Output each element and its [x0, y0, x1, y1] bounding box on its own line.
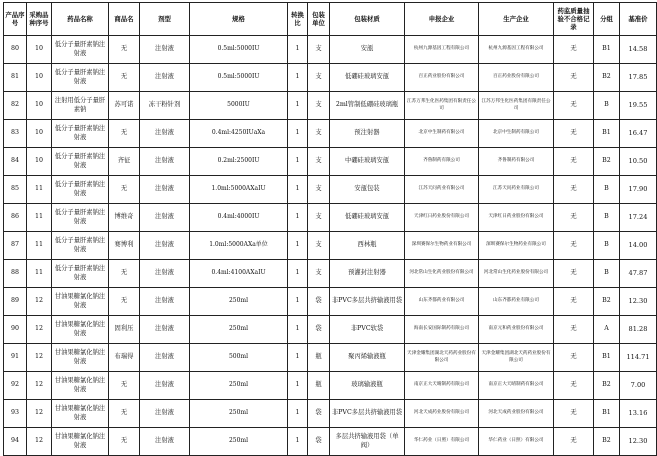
cell-package-material: 非PVC软袋 [330, 316, 405, 344]
cell-base-price: 16.47 [620, 120, 657, 148]
cell-product-no: 80 [4, 36, 27, 64]
cell-group: B1 [594, 400, 620, 428]
table-header-row [4, 3, 657, 36]
header-base-price: 基准价 [620, 3, 657, 36]
cell-conversion-ratio: 1 [288, 372, 308, 400]
cell-procurement-no: 12 [27, 344, 52, 372]
cell-package-material: 中硼硅玻璃安瓿 [330, 148, 405, 176]
cell-trade-name: 无 [109, 176, 140, 204]
cell-base-price: 12.30 [620, 428, 657, 456]
cell-dosage-form: 注射液 [140, 400, 190, 428]
cell-procurement-no: 10 [27, 92, 52, 120]
cell-dosage-form: 注射液 [140, 148, 190, 176]
cell-group: B1 [594, 120, 620, 148]
cell-product-no: 89 [4, 288, 27, 316]
cell-specification: 250ml [190, 316, 288, 344]
cell-trade-name: 无 [109, 372, 140, 400]
cell-procurement-no: 12 [27, 288, 52, 316]
header-applicant: 申报企业 [405, 3, 479, 36]
cell-base-price: 47.87 [620, 260, 657, 288]
cell-drug-name: 甘油果糖氯化钠注射液 [52, 400, 109, 428]
cell-base-price: 114.71 [620, 344, 657, 372]
cell-package-material: 安瓿 [330, 36, 405, 64]
cell-quality-record: 无 [554, 400, 594, 428]
cell-base-price: 10.50 [620, 148, 657, 176]
cell-product-no: 83 [4, 120, 27, 148]
cell-manufacturer: 南京元和药业股份有限公司 [479, 316, 554, 344]
cell-package-material: 非PVC多层共挤输液用袋 [330, 400, 405, 428]
cell-base-price: 7.00 [620, 372, 657, 400]
cell-package-unit: 支 [308, 64, 330, 92]
cell-group: B2 [594, 372, 620, 400]
cell-dosage-form: 注射液 [140, 232, 190, 260]
cell-quality-record: 无 [554, 36, 594, 64]
cell-manufacturer: 百正药业股份有限公司 [479, 64, 554, 92]
cell-package-unit: 支 [308, 176, 330, 204]
cell-conversion-ratio: 1 [288, 64, 308, 92]
cell-package-unit: 瓶 [308, 344, 330, 372]
cell-group: B2 [594, 288, 620, 316]
cell-applicant: 百正药业股份有限公司 [405, 64, 479, 92]
cell-applicant: 华仁药业（日照）有限公司 [405, 428, 479, 456]
cell-dosage-form: 注射液 [140, 344, 190, 372]
cell-applicant: 天津红日药业股份有限公司 [405, 204, 479, 232]
cell-quality-record: 无 [554, 428, 594, 456]
cell-package-unit: 支 [308, 232, 330, 260]
cell-conversion-ratio: 1 [288, 204, 308, 232]
cell-trade-name: 无 [109, 64, 140, 92]
cell-trade-name: 无 [109, 260, 140, 288]
cell-specification: 0.5ml:5000IU [190, 36, 288, 64]
cell-package-material: 低硼硅玻璃安瓿 [330, 64, 405, 92]
header-product-no: 产品序号 [4, 3, 27, 36]
cell-conversion-ratio: 1 [288, 148, 308, 176]
cell-procurement-no: 12 [27, 400, 52, 428]
cell-package-unit: 袋 [308, 316, 330, 344]
cell-conversion-ratio: 1 [288, 120, 308, 148]
header-quality-record: 药监质量抽验不合格记录 [554, 3, 594, 36]
price-list-document [3, 2, 657, 456]
table-row [4, 64, 657, 92]
cell-manufacturer: 山东齐都药业有限公司 [479, 288, 554, 316]
cell-base-price: 81.28 [620, 316, 657, 344]
cell-applicant: 齐鲁制药有限公司 [405, 148, 479, 176]
cell-procurement-no: 10 [27, 36, 52, 64]
cell-specification: 0.4ml:4100AXaIU [190, 260, 288, 288]
cell-package-material: 预灌封注射器 [330, 260, 405, 288]
cell-quality-record: 无 [554, 204, 594, 232]
cell-group: B [594, 176, 620, 204]
cell-trade-name: 无 [109, 120, 140, 148]
cell-trade-name: 齐征 [109, 148, 140, 176]
cell-quality-record: 无 [554, 288, 594, 316]
cell-conversion-ratio: 1 [288, 260, 308, 288]
cell-drug-name: 低分子量肝素钠注射液 [52, 232, 109, 260]
table-row [4, 316, 657, 344]
cell-base-price: 17.24 [620, 204, 657, 232]
cell-applicant: 南京正大天晴制药有限公司 [405, 372, 479, 400]
cell-group: B [594, 232, 620, 260]
cell-applicant: 河北常山生化药业股份有限公司 [405, 260, 479, 288]
cell-procurement-no: 10 [27, 148, 52, 176]
cell-manufacturer: 杭州九源基因工程有限公司 [479, 36, 554, 64]
cell-dosage-form: 注射液 [140, 288, 190, 316]
cell-package-unit: 支 [308, 120, 330, 148]
cell-package-unit: 支 [308, 204, 330, 232]
cell-specification: 0.2ml:2500IU [190, 148, 288, 176]
cell-dosage-form: 注射液 [140, 204, 190, 232]
table-row [4, 400, 657, 428]
cell-quality-record: 无 [554, 92, 594, 120]
cell-dosage-form: 注射液 [140, 36, 190, 64]
cell-quality-record: 无 [554, 344, 594, 372]
cell-product-no: 81 [4, 64, 27, 92]
cell-drug-name: 甘油果糖氯化钠注射液 [52, 344, 109, 372]
cell-trade-name: 无 [109, 400, 140, 428]
cell-group: B [594, 92, 620, 120]
cell-package-material: 安瓿包装 [330, 176, 405, 204]
table-body [4, 36, 657, 456]
cell-drug-name: 低分子量肝素钠注射液 [52, 176, 109, 204]
cell-specification: 250ml [190, 288, 288, 316]
cell-base-price: 17.85 [620, 64, 657, 92]
cell-applicant: 深圳赛保尔生物药业有限公司 [405, 232, 479, 260]
table-row [4, 288, 657, 316]
header-procurement-no: 采购品种序号 [27, 3, 52, 36]
cell-group: A [594, 316, 620, 344]
cell-procurement-no: 12 [27, 372, 52, 400]
cell-manufacturer: 江苏万邦生化医药集团有限责任公司 [479, 92, 554, 120]
cell-product-no: 94 [4, 428, 27, 456]
cell-specification: 250ml [190, 428, 288, 456]
cell-product-no: 93 [4, 400, 27, 428]
cell-base-price: 14.00 [620, 232, 657, 260]
cell-trade-name: 无 [109, 288, 140, 316]
cell-drug-name: 甘油果糖氯化钠注射液 [52, 288, 109, 316]
cell-quality-record: 无 [554, 372, 594, 400]
cell-conversion-ratio: 1 [288, 92, 308, 120]
cell-trade-name: 无 [109, 428, 140, 456]
cell-applicant: 山东齐都药业有限公司 [405, 288, 479, 316]
cell-product-no: 92 [4, 372, 27, 400]
cell-manufacturer: 北京中生制药有限公司 [479, 120, 554, 148]
cell-conversion-ratio: 1 [288, 316, 308, 344]
cell-applicant: 海南长安国际制药有限公司 [405, 316, 479, 344]
cell-procurement-no: 11 [27, 176, 52, 204]
header-trade-name: 商品名 [109, 3, 140, 36]
cell-specification: 0.4ml:4000IU [190, 204, 288, 232]
cell-conversion-ratio: 1 [288, 428, 308, 456]
cell-package-unit: 袋 [308, 428, 330, 456]
cell-package-unit: 瓶 [308, 372, 330, 400]
cell-package-material: 西林瓶 [330, 232, 405, 260]
header-conversion-ratio: 转换比 [288, 3, 308, 36]
cell-group: B2 [594, 148, 620, 176]
cell-dosage-form: 注射液 [140, 120, 190, 148]
cell-trade-name: 博维奇 [109, 204, 140, 232]
cell-product-no: 91 [4, 344, 27, 372]
cell-group: B1 [594, 36, 620, 64]
cell-dosage-form: 注射液 [140, 64, 190, 92]
cell-dosage-form: 冻干粉针剂 [140, 92, 190, 120]
cell-specification: 250ml [190, 400, 288, 428]
cell-trade-name: 苏可诺 [109, 92, 140, 120]
cell-applicant: 江苏天问药业有限公司 [405, 176, 479, 204]
cell-package-material: 玻璃输液瓶 [330, 372, 405, 400]
cell-applicant: 北京中生制药有限公司 [405, 120, 479, 148]
table-row [4, 148, 657, 176]
cell-trade-name: 固利压 [109, 316, 140, 344]
cell-package-material: 聚丙烯输液瓶 [330, 344, 405, 372]
cell-procurement-no: 10 [27, 120, 52, 148]
cell-conversion-ratio: 1 [288, 36, 308, 64]
table-row [4, 232, 657, 260]
cell-manufacturer: 齐鲁制药有限公司 [479, 148, 554, 176]
cell-product-no: 85 [4, 176, 27, 204]
cell-base-price: 13.16 [620, 400, 657, 428]
cell-drug-name: 注射用低分子量肝素钠 [52, 92, 109, 120]
table-row [4, 36, 657, 64]
cell-trade-name: 布瑞得 [109, 344, 140, 372]
table-row [4, 372, 657, 400]
cell-conversion-ratio: 1 [288, 232, 308, 260]
header-package-material: 包装材质 [330, 3, 405, 36]
cell-package-material: 2ml管制低硼硅玻璃瓶 [330, 92, 405, 120]
cell-package-unit: 支 [308, 260, 330, 288]
cell-trade-name: 无 [109, 36, 140, 64]
cell-package-unit: 支 [308, 148, 330, 176]
cell-quality-record: 无 [554, 176, 594, 204]
cell-manufacturer: 华仁药业（日照）有限公司 [479, 428, 554, 456]
cell-procurement-no: 10 [27, 64, 52, 92]
cell-product-no: 87 [4, 232, 27, 260]
cell-applicant: 河北天成药业股份有限公司 [405, 400, 479, 428]
cell-drug-name: 甘油果糖氯化钠注射液 [52, 428, 109, 456]
cell-procurement-no: 11 [27, 204, 52, 232]
cell-package-material: 预注射器 [330, 120, 405, 148]
cell-dosage-form: 注射液 [140, 260, 190, 288]
cell-specification: 250ml [190, 372, 288, 400]
cell-drug-name: 低分子量肝素钠注射液 [52, 64, 109, 92]
cell-specification: 0.4ml:4250IUaXa [190, 120, 288, 148]
table-row [4, 120, 657, 148]
cell-manufacturer: 天津红日药业股份有限公司 [479, 204, 554, 232]
header-group: 分组 [594, 3, 620, 36]
cell-procurement-no: 11 [27, 260, 52, 288]
table-row [4, 344, 657, 372]
cell-drug-name: 甘油果糖氯化钠注射液 [52, 316, 109, 344]
cell-drug-name: 甘油果糖氯化钠注射液 [52, 372, 109, 400]
cell-manufacturer: 南京正大天晴制药有限公司 [479, 372, 554, 400]
cell-quality-record: 无 [554, 260, 594, 288]
cell-base-price: 12.30 [620, 288, 657, 316]
drug-price-table [3, 2, 657, 456]
table-row [4, 92, 657, 120]
header-drug-name: 药品名称 [52, 3, 109, 36]
cell-product-no: 82 [4, 92, 27, 120]
cell-procurement-no: 12 [27, 316, 52, 344]
table-row [4, 428, 657, 456]
header-manufacturer: 生产企业 [479, 3, 554, 36]
cell-drug-name: 低分子量肝素钠注射液 [52, 204, 109, 232]
cell-procurement-no: 11 [27, 232, 52, 260]
cell-drug-name: 低分子量肝素钠注射液 [52, 260, 109, 288]
cell-manufacturer: 江苏天问药业有限公司 [479, 176, 554, 204]
cell-applicant: 杭州九源基因工程有限公司 [405, 36, 479, 64]
cell-dosage-form: 注射液 [140, 316, 190, 344]
cell-package-material: 多层共挤输液用袋（单阀） [330, 428, 405, 456]
cell-product-no: 84 [4, 148, 27, 176]
table-row [4, 204, 657, 232]
cell-manufacturer: 河北常山生化药业股份有限公司 [479, 260, 554, 288]
cell-conversion-ratio: 1 [288, 400, 308, 428]
cell-package-unit: 支 [308, 36, 330, 64]
cell-applicant: 天津金耀集团湖北天药药业股份有限公司 [405, 344, 479, 372]
cell-conversion-ratio: 1 [288, 288, 308, 316]
cell-manufacturer: 深圳赛保尔生物药业有限公司 [479, 232, 554, 260]
cell-specification: 500ml [190, 344, 288, 372]
cell-drug-name: 低分子量肝素钠注射液 [52, 120, 109, 148]
cell-quality-record: 无 [554, 316, 594, 344]
table-row [4, 176, 657, 204]
cell-dosage-form: 注射液 [140, 372, 190, 400]
cell-base-price: 14.58 [620, 36, 657, 64]
cell-dosage-form: 注射液 [140, 428, 190, 456]
cell-base-price: 19.55 [620, 92, 657, 120]
header-dosage-form: 剂型 [140, 3, 190, 36]
cell-specification: 1.0ml:5000AXa单位 [190, 232, 288, 260]
cell-base-price: 17.90 [620, 176, 657, 204]
cell-specification: 0.5ml:5000IU [190, 64, 288, 92]
cell-conversion-ratio: 1 [288, 344, 308, 372]
cell-product-no: 88 [4, 260, 27, 288]
header-specification: 规格 [190, 3, 288, 36]
cell-package-unit: 袋 [308, 288, 330, 316]
cell-package-material: 非PVC多层共挤输液用袋 [330, 288, 405, 316]
table-row [4, 260, 657, 288]
cell-drug-name: 低分子量肝素钠注射液 [52, 148, 109, 176]
cell-quality-record: 无 [554, 64, 594, 92]
cell-manufacturer: 河北天成药业股份有限公司 [479, 400, 554, 428]
cell-package-unit: 支 [308, 92, 330, 120]
cell-specification: 1.0ml:5000AXaIU [190, 176, 288, 204]
cell-trade-name: 赛博利 [109, 232, 140, 260]
cell-specification: 5000IU [190, 92, 288, 120]
cell-group: B1 [594, 344, 620, 372]
header-package-unit: 包装单位 [308, 3, 330, 36]
cell-group: B2 [594, 64, 620, 92]
cell-product-no: 86 [4, 204, 27, 232]
cell-applicant: 江苏万邦生化医药集团有限责任公司 [405, 92, 479, 120]
cell-group: B2 [594, 428, 620, 456]
cell-quality-record: 无 [554, 232, 594, 260]
cell-package-material: 低硼硅玻璃安瓿 [330, 204, 405, 232]
cell-package-unit: 袋 [308, 400, 330, 428]
cell-drug-name: 低分子量肝素钠注射液 [52, 36, 109, 64]
cell-group: B [594, 204, 620, 232]
cell-conversion-ratio: 1 [288, 176, 308, 204]
cell-dosage-form: 注射液 [140, 176, 190, 204]
cell-manufacturer: 天津金耀集团湖北天药药业股份有限公司 [479, 344, 554, 372]
cell-quality-record: 无 [554, 120, 594, 148]
cell-procurement-no: 12 [27, 428, 52, 456]
cell-product-no: 90 [4, 316, 27, 344]
cell-quality-record: 无 [554, 148, 594, 176]
cell-group: B [594, 260, 620, 288]
